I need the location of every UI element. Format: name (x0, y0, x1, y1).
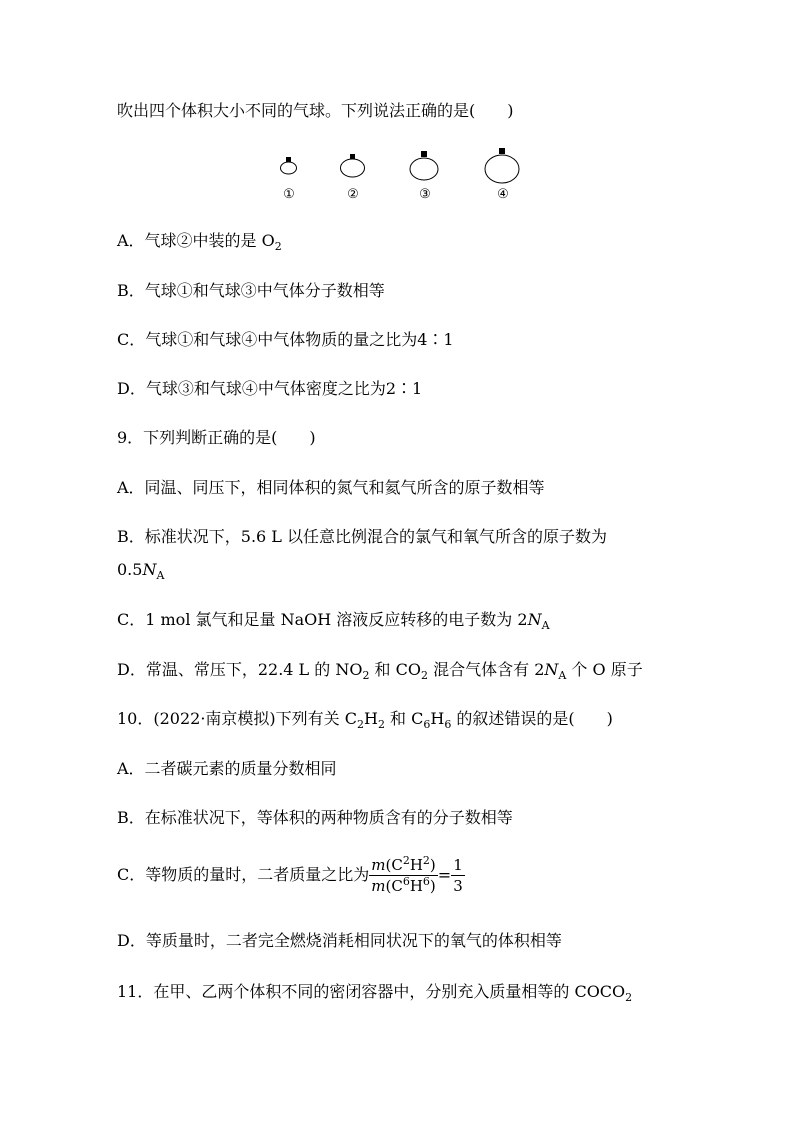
q8-option-a: A．气球②中装的是 $O_2$ (117, 231, 282, 253)
q10-option-d: D．等质量时，二者完全燃烧消耗相同状况下的氧气的体积相等 (117, 931, 562, 950)
q8-option-b: B．气球①和气球③中气体分子数相等 (117, 281, 385, 300)
balloon-4 (485, 155, 519, 183)
balloon-4-knot (499, 148, 505, 154)
mass-ratio-fraction: $\frac{m(C^2H^2)}{m(C^6H^6)}$ (371, 854, 436, 895)
balloons-svg (270, 146, 530, 188)
q11-stem: 11．在甲、乙两个体积不同的密闭容器中，分别充入质量相等的 $COCO_2$ (117, 982, 633, 1004)
balloon-label-3: ③ (419, 187, 431, 202)
q9-option-a: A．同温、同压下，相同体积的氮气和氦气所含的原子数相等 (117, 478, 545, 497)
balloon-label-2: ② (347, 187, 359, 202)
balloon-1 (281, 162, 297, 174)
q10-option-a: A．二者碳元素的质量分数相同 (117, 759, 337, 778)
q9-option-b-line2: $0.5N_A$ (117, 560, 165, 582)
q8-option-d: D．气球③和气球④中气体密度之比为2∶1 (117, 379, 423, 398)
balloon-label-4: ④ (497, 187, 509, 202)
q10-option-b: B．在标准状况下，等体积的两种物质含有的分子数相等 (117, 808, 513, 827)
balloon-1-knot (286, 157, 291, 162)
balloon-3 (410, 158, 438, 180)
intro-text: 吹出四个体积大小不同的气球。下列说法正确的是( ) (117, 101, 514, 120)
q8-option-c: C．气球①和气球④中气体物质的量之比为4∶1 (117, 330, 454, 349)
q10-option-c: C．等物质的量时，二者质量之比为 $\frac{m(C^2H^2)}{m(C^6H^6)}$ = $\frac{1}{3}$ (117, 854, 463, 895)
balloon-label-1: ① (283, 187, 295, 202)
balloon-3-knot (421, 151, 427, 157)
balloon-2 (341, 159, 365, 177)
q9-stem: 9．下列判断正确的是( ) (117, 428, 316, 447)
q9-option-b-line1: B．标准状况下，5.6 L 以任意比例混合的氯气和氧气所含的原子数为 (117, 527, 608, 546)
q9-option-d: D．常温、常压下，22.4 L 的 $NO_2$ 和 $CO_2$ 混合气体含有 $2N_A$ 个 O 原子 (117, 660, 643, 682)
balloon-2-knot (350, 154, 355, 159)
q9-option-c: C．1 mol 氯气和足量 NaOH 溶液反应转移的电子数为 $2N_A$ (117, 610, 550, 632)
ratio-value-fraction: $\frac{1}{3}$ (453, 856, 463, 895)
q10-stem: 10．(2022·南京模拟)下列有关 $C_2H_2$ 和 $C_6H_6$ 的叙述错误的是( ) (117, 709, 613, 731)
